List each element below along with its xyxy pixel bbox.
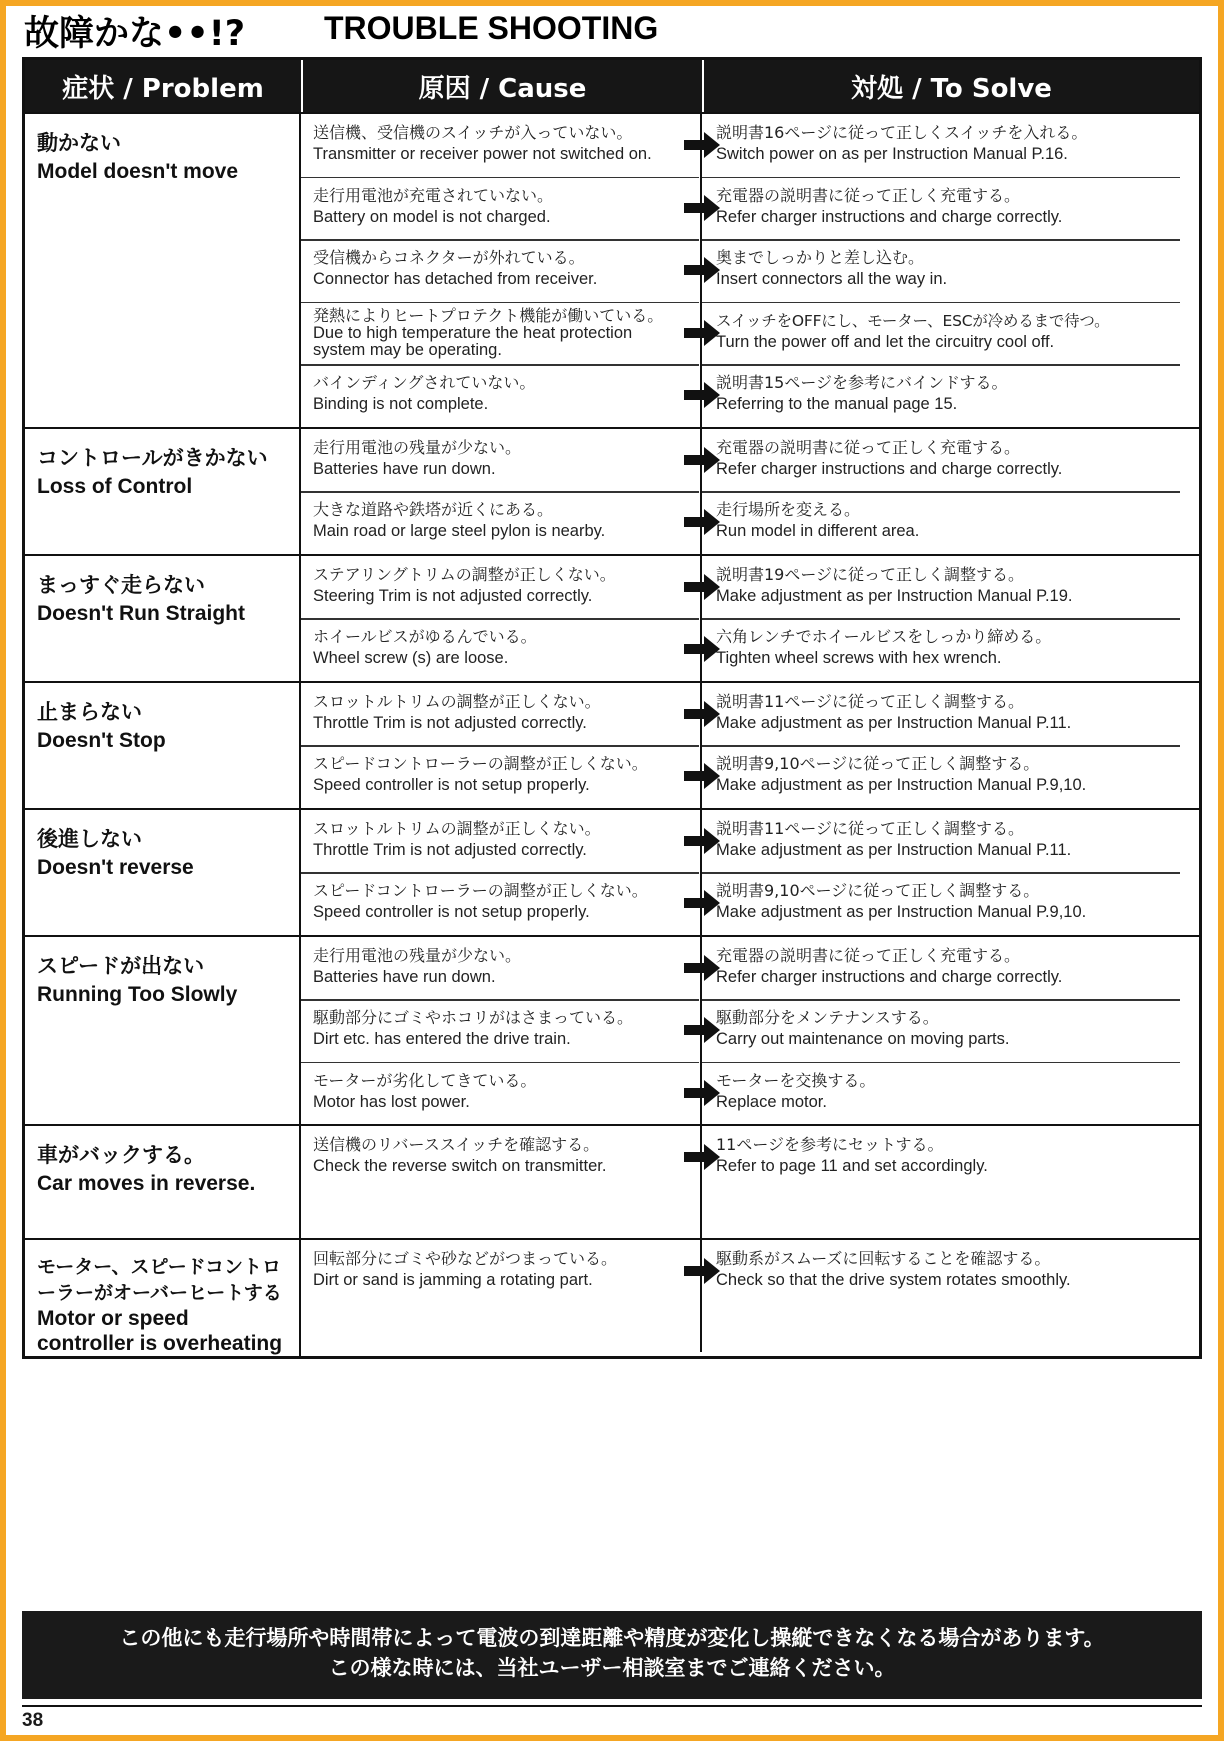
problem-japanese: 動かない xyxy=(37,131,121,155)
problem-english: Car moves in reverse. xyxy=(37,1172,256,1195)
cause-japanese: スロットルトリムの調整が正しくない。 xyxy=(313,691,601,711)
problem-english: Doesn't reverse xyxy=(37,855,194,879)
cause-japanese: モーターが劣化してきている。 xyxy=(313,1070,537,1090)
solve-cell xyxy=(702,810,1199,873)
problem-cell xyxy=(25,1126,301,1238)
cause-japanese: スピードコントローラーの調整が正しくない。 xyxy=(313,754,648,773)
solve-cell xyxy=(702,556,1199,619)
table-row xyxy=(301,1240,1199,1352)
cause-english: Due to high temperature the heat protection xyxy=(313,323,633,342)
problem-cell xyxy=(25,114,301,427)
cause-english: Motor has lost power. xyxy=(313,1092,470,1111)
cause-cell xyxy=(301,1240,702,1352)
solve-cell xyxy=(702,745,1199,808)
solve-cell xyxy=(702,683,1199,746)
solve-japanese: 走行場所を変える。 xyxy=(716,500,861,519)
solve-cell xyxy=(702,177,1199,240)
cause-japanese: 走行用電池の残量が少ない。 xyxy=(313,437,522,457)
problem-japanese: 止まらない xyxy=(37,699,142,724)
right-arrow-icon xyxy=(682,444,722,476)
cause-japanese: 受信機からコネクターが外れている。 xyxy=(313,248,585,267)
solve-cell xyxy=(702,937,1199,1000)
problem-group xyxy=(25,808,1199,935)
cause-english: Main road or large steel pylon is nearby. xyxy=(313,522,606,540)
table-row xyxy=(301,364,1199,427)
solve-japanese: 充電器の説明書に従って正しく充電する。 xyxy=(716,945,1021,965)
solve-english: Turn the power off and let the circuitry cool off. xyxy=(716,332,1055,351)
solve-cell xyxy=(702,491,1199,554)
note-banner xyxy=(22,1611,1202,1699)
right-arrow-icon xyxy=(682,1014,722,1046)
problem-cell xyxy=(25,429,301,554)
cause-english: Connector has detached from receiver. xyxy=(313,270,598,288)
solve-english: Replace motor. xyxy=(716,1092,827,1111)
right-arrow-icon xyxy=(682,698,722,730)
problem-group xyxy=(25,935,1199,1125)
cause-cell xyxy=(301,1062,702,1125)
problem-group xyxy=(25,427,1199,554)
problem-cell xyxy=(25,810,301,935)
solve-japanese: 奥までしっかりと差し込む。 xyxy=(716,248,925,267)
problem-cell xyxy=(25,1240,301,1356)
problem-cell xyxy=(25,556,301,681)
cause-english: Throttle Trim is not adjusted correctly. xyxy=(313,713,587,732)
table-row xyxy=(301,556,1199,619)
solve-cell xyxy=(702,999,1199,1062)
problem-english: Running Too Slowly xyxy=(37,982,238,1006)
cause-english: Batteries have run down. xyxy=(313,459,496,478)
cause-cell xyxy=(301,683,702,746)
cause-japanese: スピードコントローラーの調整が正しくない。 xyxy=(313,881,648,900)
cause-english: Transmitter or receiver power not switched on. xyxy=(313,145,652,163)
right-arrow-icon xyxy=(682,317,722,349)
header-solve: 対処 / To Solve xyxy=(702,60,1199,112)
right-arrow-icon xyxy=(682,1255,722,1287)
solve-japanese: 説明書9,10ページに従って正しく調整する。 xyxy=(716,881,1040,900)
right-arrow-icon xyxy=(682,1077,722,1109)
right-arrow-icon xyxy=(682,379,722,411)
solve-english: Refer charger instructions and charge correctly. xyxy=(716,967,1063,986)
table-row xyxy=(301,872,1199,935)
right-arrow-icon xyxy=(682,129,722,161)
cause-japanese: 走行用電池の残量が少ない。 xyxy=(313,945,522,965)
solve-japanese: 説明書15ページを参考にバインドする。 xyxy=(716,373,1008,392)
table-row xyxy=(301,618,1199,681)
table-row xyxy=(301,1062,1199,1125)
solve-english: Make adjustment as per Instruction Manual P.9,10. xyxy=(716,903,1087,921)
problem-english: Doesn't Run Straight xyxy=(37,601,245,625)
cause-english-continued: system may be operating. xyxy=(313,340,502,359)
cause-english: Wheel screw (s) are loose. xyxy=(313,649,509,667)
right-arrow-icon xyxy=(682,571,722,603)
solve-cell xyxy=(702,1240,1199,1352)
cause-english: Steering Trim is not adjusted correctly. xyxy=(313,586,593,605)
problem-group xyxy=(25,554,1199,681)
cause-japanese: ホイールビスがゆるんでいる。 xyxy=(313,627,537,646)
solve-cell xyxy=(702,239,1199,302)
right-arrow-icon xyxy=(682,633,722,665)
cause-english: Throttle Trim is not adjusted correctly. xyxy=(313,840,587,859)
cause-cell xyxy=(301,618,702,681)
solve-english: Insert connectors all the way in. xyxy=(716,270,948,288)
cause-cell xyxy=(301,556,702,619)
solve-cell xyxy=(702,364,1199,427)
cause-cell xyxy=(301,364,702,427)
cause-cell xyxy=(301,239,702,302)
problem-group xyxy=(25,1238,1199,1356)
table-row xyxy=(301,937,1199,1000)
problem-cell xyxy=(25,683,301,808)
solve-japanese: 説明書19ページに従って正しく調整する。 xyxy=(716,564,1025,584)
solve-english: Make adjustment as per Instruction Manual P.11. xyxy=(716,713,1072,732)
cause-japanese: 送信機、受信機のスイッチが入っていない。 xyxy=(313,123,633,142)
cause-japanese: スロットルトリムの調整が正しくない。 xyxy=(313,818,601,838)
solve-cell xyxy=(702,302,1199,365)
table-row xyxy=(301,114,1199,177)
cause-english: Dirt or sand is jamming a rotating part. xyxy=(313,1271,593,1289)
solve-english: Refer to page 11 and set accordingly. xyxy=(716,1157,988,1175)
solve-japanese: モーターを交換する。 xyxy=(716,1070,876,1090)
cause-japanese: 大きな道路や鉄塔が近くにある。 xyxy=(313,500,554,519)
cause-japanese: 送信機のリバーススイッチを確認する。 xyxy=(313,1135,600,1154)
troubleshooting-table xyxy=(22,57,1202,1359)
cause-english: Speed controller is not setup properly. xyxy=(313,776,590,794)
cause-cell xyxy=(301,114,702,177)
solve-english: Referring to the manual page 15. xyxy=(716,395,958,413)
solve-japanese: 説明書16ページに従って正しくスイッチを入れる。 xyxy=(716,123,1088,142)
solve-japanese: 六角レンチでホイールビスをしっかり締める。 xyxy=(716,627,1052,646)
table-row xyxy=(301,429,1199,492)
problem-english: Doesn't Stop xyxy=(37,728,166,752)
right-arrow-icon xyxy=(682,760,722,792)
solve-english: Run model in different area. xyxy=(716,522,920,540)
cause-english: Binding is not complete. xyxy=(313,395,489,413)
cause-english: Speed controller is not setup properly. xyxy=(313,903,590,921)
solve-english: Tighten wheel screws with hex wrench. xyxy=(716,649,1002,667)
table-row xyxy=(301,1126,1199,1238)
header-cause: 原因 / Cause xyxy=(301,60,702,112)
solve-japanese: 充電器の説明書に従って正しく充電する。 xyxy=(716,437,1021,457)
cause-english: Dirt etc. has entered the drive train. xyxy=(313,1030,571,1048)
solve-japanese: スイッチをOFFにし、モーター、ESCが冷めるまで待つ。 xyxy=(716,311,1110,330)
problem-japanese: まっすぐ走らない xyxy=(37,572,205,597)
note-line-1: この他にも走行場所や時間帯によって電波の到達距離や精度が変化し操縦できなくなる場合があります。 xyxy=(119,1626,1105,1650)
table-row xyxy=(301,999,1199,1062)
table-row xyxy=(301,491,1199,554)
cause-japanese: ステアリングトリムの調整が正しくない。 xyxy=(313,564,616,584)
problem-english: Loss of Control xyxy=(37,474,193,498)
title-english: TROUBLE SHOOTING xyxy=(324,10,659,46)
problem-group xyxy=(25,112,1199,427)
cause-cell xyxy=(301,1126,702,1238)
title-japanese: 故障かな••!? xyxy=(24,14,246,54)
table-row xyxy=(301,302,1199,365)
solve-cell xyxy=(702,114,1199,177)
problem-group xyxy=(25,1124,1199,1238)
cause-japanese: 回転部分にゴミや砂などがつまっている。 xyxy=(313,1249,618,1268)
problem-japanese: 後進しない xyxy=(37,826,142,851)
cause-cell xyxy=(301,999,702,1062)
right-arrow-icon xyxy=(682,506,722,538)
footer-divider xyxy=(22,1705,1202,1707)
cause-cell xyxy=(301,491,702,554)
page-number: 38 xyxy=(22,1710,44,1731)
solve-japanese: 11ページを参考にセットする。 xyxy=(716,1135,944,1154)
problem-cell xyxy=(25,937,301,1125)
cause-cell xyxy=(301,429,702,492)
solve-english: Switch power on as per Instruction Manual P.16. xyxy=(716,145,1068,163)
solve-english: Make adjustment as per Instruction Manual P.11. xyxy=(716,840,1072,859)
solve-english: Check so that the drive system rotates smoothly. xyxy=(716,1271,1071,1289)
solve-english: Make adjustment as per Instruction Manual P.9,10. xyxy=(716,776,1087,794)
solve-japanese: 駆動系がスムーズに回転することを確認する。 xyxy=(716,1249,1051,1268)
cause-english: Batteries have run down. xyxy=(313,967,496,986)
cause-cell xyxy=(301,937,702,1000)
right-arrow-icon xyxy=(682,825,722,857)
solve-japanese: 充電器の説明書に従って正しく充電する。 xyxy=(716,185,1021,205)
problem-japanese: モーター、スピードコントローラーがオーバーヒートする xyxy=(37,1256,282,1304)
header-problem: 症状 / Problem xyxy=(62,73,264,104)
solve-japanese: 駆動部分をメンテナンスする。 xyxy=(716,1008,939,1027)
cause-japanese: バインディングされていない。 xyxy=(313,373,536,392)
solve-japanese: 説明書9,10ページに従って正しく調整する。 xyxy=(716,754,1040,773)
right-arrow-icon xyxy=(682,952,722,984)
right-arrow-icon xyxy=(682,1141,722,1173)
right-arrow-icon xyxy=(682,254,722,286)
table-row xyxy=(301,745,1199,808)
cause-cell xyxy=(301,810,702,873)
right-arrow-icon xyxy=(682,887,722,919)
solve-cell xyxy=(702,429,1199,492)
cause-cell xyxy=(301,745,702,808)
solve-cell xyxy=(702,1126,1199,1238)
solve-japanese: 説明書11ページに従って正しく調整する。 xyxy=(716,818,1025,838)
right-arrow-icon xyxy=(682,192,722,224)
problem-group xyxy=(25,681,1199,808)
problem-japanese: 車がバックする。 xyxy=(37,1143,205,1167)
solve-english: Carry out maintenance on moving parts. xyxy=(716,1030,1010,1048)
solve-cell xyxy=(702,872,1199,935)
note-line-2: この様な時には、当社ユーザー相談室までご連絡ください。 xyxy=(328,1656,896,1680)
table-row xyxy=(301,177,1199,240)
solve-english: Refer charger instructions and charge correctly. xyxy=(716,459,1063,478)
cause-english: Check the reverse switch on transmitter. xyxy=(313,1157,607,1175)
problem-japanese: コントロールがきかない xyxy=(37,445,268,470)
table-row xyxy=(301,239,1199,302)
solve-cell xyxy=(702,618,1199,681)
table-row xyxy=(301,810,1199,873)
cause-cell xyxy=(301,872,702,935)
table-row xyxy=(301,683,1199,746)
cause-english: Battery on model is not charged. xyxy=(313,207,551,226)
cause-japanese: 走行用電池が充電されていない。 xyxy=(313,185,554,205)
cause-japanese: 駆動部分にゴミやホコリがはさまっている。 xyxy=(313,1008,634,1027)
cause-cell xyxy=(301,302,702,365)
table-header xyxy=(25,60,1199,112)
problem-japanese: スピードが出ない xyxy=(37,953,205,978)
problem-english: Model doesn't move xyxy=(37,160,239,183)
cause-japanese: 発熱によりヒートプロテクト機能が働いている。 xyxy=(313,305,664,325)
solve-english: Refer charger instructions and charge correctly. xyxy=(716,207,1063,226)
problem-english: Motor or speed controller is overheating xyxy=(37,1307,283,1355)
cause-cell xyxy=(301,177,702,240)
solve-english: Make adjustment as per Instruction Manual P.19. xyxy=(716,586,1073,605)
solve-japanese: 説明書11ページに従って正しく調整する。 xyxy=(716,691,1025,711)
solve-cell xyxy=(702,1062,1199,1125)
